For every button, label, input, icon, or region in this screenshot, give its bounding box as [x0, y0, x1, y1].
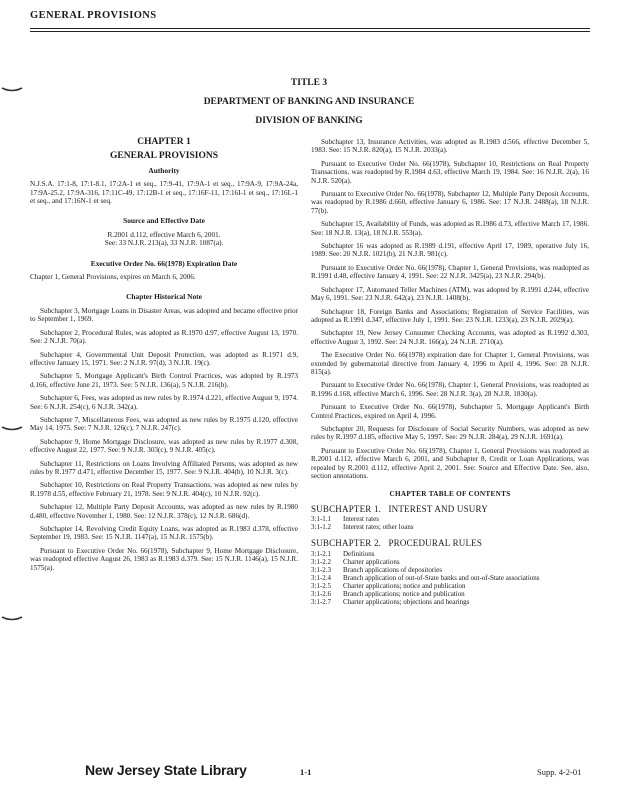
- title-line-3: DIVISION OF BANKING: [255, 116, 363, 126]
- section-title: Interest rates; other loans: [343, 523, 414, 532]
- section-title: Branch applications; notice and publication: [343, 589, 465, 598]
- library-stamp: New Jersey State Library: [85, 762, 247, 778]
- section-number: 3:1-1.1: [311, 515, 332, 524]
- history-item: Subchapter 15, Availability of Funds, was adopted as R.1986 d.73, effective March 17, 1986. See: 18 N.J.R. 13(a), 18 N.J.R. 553(a).: [311, 220, 589, 237]
- section-number: 3:1-2.4: [311, 573, 332, 582]
- history-item: Subchapter 12, Multiple Party Deposit Accounts, was adopted as new rules by R.1980 d.480, effective November 1, 1980. See: 12 N.J.R. 378(c), 12 N.J.R. 686(d).: [30, 503, 298, 520]
- page-number: 1-1: [300, 767, 312, 777]
- subchapter-1-heading: SUBCHAPTER 1. INTEREST AND USURY: [311, 503, 488, 514]
- title-line-1: TITLE 3: [290, 78, 328, 88]
- history-item: Pursuant to Executive Order No. 66(1978), Chapter 1, General Provisions, was readopted as R.1996 d.168, effective March 6, 1996. See: 28 N.J.R. 3(a), 28 N.J.R. 1830(a).: [311, 381, 589, 398]
- toc-row: [311, 550, 589, 558]
- history-item: Pursuant to Executive Order No. 66(1978), Subchapter 12, Multiple Party Deposit Accounts, was readopted by R.1986 d.660, effective January 6, 1986. See: 17 N.J.R. 2488(a), 18 N.J.R. 77(b).: [311, 190, 589, 215]
- history-item: Subchapter 14, Revolving Credit Equity Loans, was adopted as R.1983 d.378, effective September 19, 1983. See: 15 N.J.R. 1147(a), 15 N.J.R. 1575(b).: [30, 525, 298, 542]
- history-item: Subchapter 2, Procedural Rules, was adopted as R.1970 d.97, effective August 13, 1970. See: 2 N.J.R. 70(a).: [30, 328, 298, 346]
- history-item: Subchapter 19, New Jersey Consumer Checking Accounts, was adopted as R.1992 d.303, effective August 3, 1992. See: 24 N.J.R. 166(a), 24 N.J.R. 2710(a).: [311, 329, 589, 346]
- left-column: [30, 138, 298, 577]
- margin-mark: [0, 615, 24, 621]
- history-item: Subchapter 5, Mortgage Applicant's Birth Control Practices, was adopted by R.1973 d.166, effective June 21, 1973. See: 5 N.J.R. 136(a), 5 N.J.R. 216(b).: [30, 372, 298, 389]
- section-title: Definitions: [343, 549, 375, 558]
- subchapter-2-heading: SUBCHAPTER 2. PROCEDURAL RULES: [311, 538, 483, 549]
- right-column: [311, 138, 589, 606]
- toc-row: [311, 598, 589, 606]
- section-title: Charter applications: [343, 557, 400, 566]
- section-number: 3:1-2.3: [311, 565, 332, 574]
- history-item: The Executive Order No. 66(1978) expiration date for Chapter 1, General Provisions, was extended by gubernatorial directive from January 4, 1996 to April 4, 1996. See: 28 N.J.R. 815(a).: [311, 351, 589, 376]
- header-rule: [30, 28, 590, 29]
- section-title: Charter applications; notice and publication: [343, 581, 466, 590]
- chapter-name: GENERAL PROVISIONS: [110, 151, 218, 162]
- toc-row: [311, 582, 589, 590]
- source-heading: Source and Effective Date: [123, 216, 205, 226]
- supplement-date: Supp. 4-2-01: [537, 767, 582, 777]
- section-title: Branch applications of depositories: [343, 565, 442, 574]
- history-list-right: [311, 138, 589, 480]
- section-number: 3:1-2.6: [311, 589, 332, 598]
- history-item: Subchapter 7, Miscellaneous Fees, was adopted as new rules by R.1975 d.120, effective May 14, 1975. See: 7 N.J.R. 126(c), 7 N.J.R. 247(c).: [30, 415, 298, 433]
- history-item: Subchapter 18, Foreign Banks and Associations; Registration of Service Facilities, was adopted as R.1991 d.347, effective July 1, 1991. See: 23 N.J.R. 1233(a), 23 N.J.R. 2029(a).: [311, 307, 589, 324]
- history-heading: Chapter Historical Note: [126, 292, 202, 302]
- section-number: 3:1-2.5: [311, 581, 332, 590]
- toc-row: [311, 523, 589, 531]
- eo-heading: Executive Order No. 66(1978) Expiration Date: [90, 258, 238, 268]
- toc-title: CHAPTER TABLE OF CONTENTS: [389, 490, 511, 499]
- toc-row: [311, 590, 589, 598]
- margin-mark: [0, 86, 24, 92]
- section-number: 3:1-1.2: [311, 523, 332, 532]
- title-line-2: DEPARTMENT OF BANKING AND INSURANCE: [203, 97, 415, 107]
- history-item: Subchapter 3, Mortgage Loans in Disaster Areas, was adopted and became effective prior to September 1, 1969.: [30, 306, 298, 324]
- history-item: Pursuant to Executive Order No. 66(1978), Chapter 1, General Provisions was readopted as R.2001 d.112, effective March 6, 2001, and Subchapter 8, Credit or Loan Applications, was repealed by R.2001 d.112, effective April 2, 2001. See: Source and Effective Date. See, also, section annotations.: [311, 446, 589, 480]
- section-title: Charter applications; objections and hearings: [343, 597, 470, 606]
- history-item: Pursuant to Executive Order No. 66(1978), Subchapter 5, Mortgage Applicant's Birth Control Practices, expired on April 4, 1996.: [311, 403, 589, 420]
- history-item: Subchapter 16 was adopted as R.1989 d.191, effective April 17, 1989, operative July 16, 1989. See: 20 N.J.R. 1021(b), 21 N.J.R. 981(c).: [311, 242, 589, 259]
- history-item: Pursuant to Executive Order No. 66(1978), Subchapter 10, Restrictions on Real Property Transactions, was readopted by R.1984 d.63, effective March 19, 1984. See: 16 N.J.R. 2(a), 16 N.J.R. 520(a).: [311, 159, 589, 185]
- history-item: Subchapter 10, Restrictions on Real Property Transactions, was adopted as new rules by R.1978 d.55, effective February 21, 1978. See: 9 N.J.R. 404(c), 10 N.J.R. 92(c).: [30, 481, 298, 498]
- authority-text: N.J.S.A. 17:1-8, 17:1-8.1, 17:2A-1 et seq., 17:9-41, 17:9A-1 et seq., 17:9A-9, 17:9A-24a, 17:9A-25.2, 17:9A-316, 17:11C-49, 17:12B-1 et seq., 17:16F-11, 17:16I-1 et seq., 17:16L-1 et seq., and 17:16N-1 et seq.: [30, 180, 298, 206]
- header-rule-thin: [30, 31, 590, 32]
- authority-heading: Authority: [148, 165, 180, 175]
- history-item: Subchapter 11, Restrictions on Loans Involving Affiliated Persons, was adopted as new rules by R.1977 d.471, effective December 15, 1977. See: 9 N.J.R. 404(b), 10 N.J.R. 3(c).: [30, 459, 298, 476]
- eo-text: Chapter 1, General Provisions, expires on March 6, 2006.: [30, 273, 196, 282]
- history-item: Subchapter 9, Home Mortgage Disclosure, was adopted as new rules by R.1977 d.308, effective August 22, 1977. See: 9 N.J.R. 303(c), 9 N.J.R. 405(c).: [30, 437, 298, 455]
- toc-row: [311, 515, 589, 523]
- history-item: Subchapter 4, Governmental Unit Deposit Protection, was adopted as R.1971 d.9, effective January 15, 1971. See: 2 N.J.R. 97(d), 3 N.J.R. 19(c).: [30, 350, 298, 367]
- section-number: 3:1-2.1: [311, 549, 332, 558]
- running-head: GENERAL PROVISIONS: [30, 10, 157, 21]
- history-list-left: [30, 307, 298, 572]
- section-number: 3:1-2.7: [311, 597, 332, 606]
- section-title: Branch application of out-of-State banks and out-of-State associations: [343, 573, 540, 582]
- history-item: Subchapter 20, Requests for Disclosure of Social Security Numbers, was adopted as new rules by R.1997 d.185, effective May 5, 1997. See: 29 N.J.R. 284(a), 29 N.J.R. 1691(a).: [311, 424, 589, 442]
- section-title: Interest rates: [343, 515, 379, 524]
- chapter-number: CHAPTER 1: [137, 137, 191, 147]
- toc-row: [311, 566, 589, 574]
- history-item: Subchapter 17, Automated Teller Machines (ATM), was adopted by R.1991 d.244, effective May 6, 1991. See: 23 N.J.R. 642(a), 23 N.J.R. 1408(b).: [311, 285, 589, 303]
- history-item: Pursuant to Executive Order No. 66(1978), Subchapter 9, Home Mortgage Disclosure, was readopted effective August 26, 1983 as R.1983 d.379. See: 15 N.J.R. 1146(a), 15 N.J.R. 1575(a).: [30, 546, 298, 572]
- toc-row: [311, 558, 589, 566]
- margin-mark: [0, 425, 24, 431]
- toc-row: [311, 574, 589, 582]
- section-number: 3:1-2.2: [311, 557, 332, 566]
- history-item: Subchapter 13, Insurance Activities, was adopted as R.1983 d.566, effective December 5, 1983. See: 15 N.J.R. 820(a), 15 N.J.R. 2033(a).: [311, 138, 589, 155]
- source-text: R.2001 d.112, effective March 6, 2001. See: 33 N.J.R. 213(a), 33 N.J.R. 1087(a).: [104, 230, 224, 248]
- history-item: Pursuant to Executive Order No. 66(1978), Chapter 1, General Provisions, was readopted as R.1991 d.48, effective January 4, 1991. See: 22 N.J.R. 3425(a), 23 N.J.R. 294(b).: [311, 263, 589, 281]
- history-item: Subchapter 6, Fees, was adopted as new rules by R.1974 d.221, effective August 9, 1974. See: 6 N.J.R. 254(c), 6 N.J.R. 342(a).: [30, 394, 298, 411]
